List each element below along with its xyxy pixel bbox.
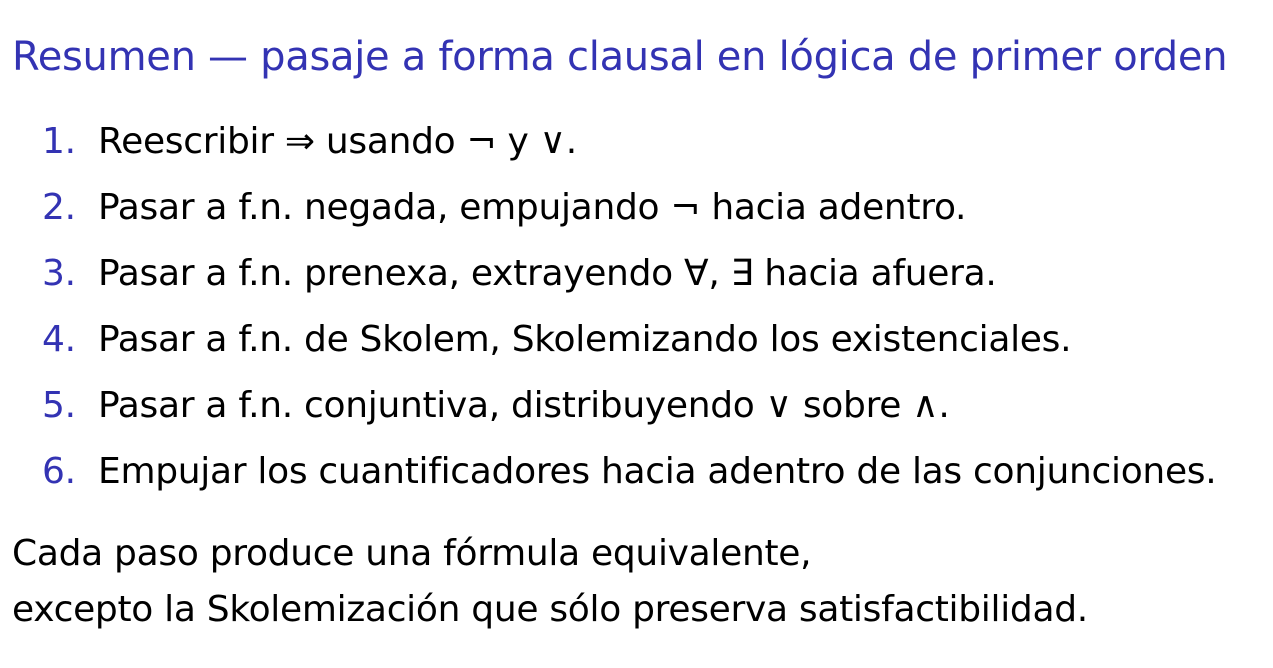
list-item (42, 372, 1216, 438)
step-text: Empujar los cuantificadores hacia adentro de las conjunciones. (98, 450, 1217, 492)
step-number: 3. (42, 252, 76, 294)
step-text: Pasar a f.n. conjuntiva, distribuyendo ∨ sobre ∧. (98, 384, 950, 426)
step-number: 5. (42, 384, 76, 426)
list-item (42, 240, 1216, 306)
summary-line-2: excepto la Skolemización que sólo preserva satisfactibilidad. (12, 589, 1088, 630)
step-number: 2. (42, 186, 76, 228)
step-text: Pasar a f.n. negada, empujando ¬ hacia adentro. (98, 186, 967, 228)
step-number: 6. (42, 450, 76, 492)
steps-list (42, 108, 1216, 504)
slide-title: Resumen — pasaje a forma clausal en lógica de primer orden (12, 34, 1228, 80)
summary-paragraph (12, 526, 1088, 638)
summary-line-1: Cada paso produce una fórmula equivalente, (12, 533, 812, 574)
list-item (42, 108, 1216, 174)
list-item (42, 438, 1216, 504)
step-number: 1. (42, 120, 76, 162)
list-item (42, 174, 1216, 240)
step-text: Reescribir ⇒ usando ¬ y ∨. (98, 120, 577, 162)
step-text: Pasar a f.n. de Skolem, Skolemizando los existenciales. (98, 318, 1072, 360)
step-text: Pasar a f.n. prenexa, extrayendo ∀, ∃ hacia afuera. (98, 252, 997, 294)
step-number: 4. (42, 318, 76, 360)
list-item (42, 306, 1216, 372)
